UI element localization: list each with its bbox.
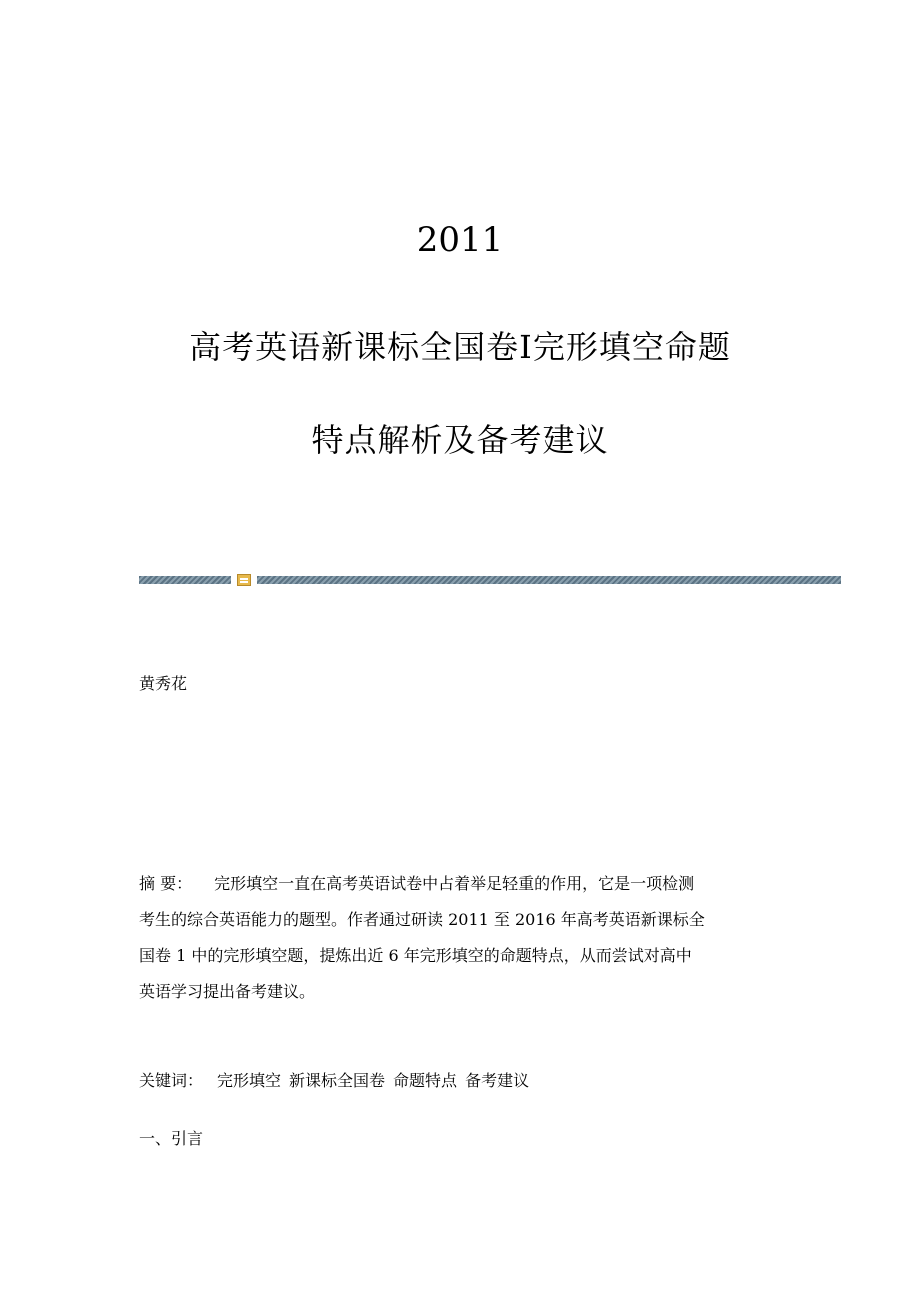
title-year: 2011 — [416, 220, 504, 260]
divider-bar-left — [139, 576, 231, 584]
keywords — [139, 1066, 537, 1096]
keyword-item: 完形填空 — [217, 1071, 282, 1090]
keywords-label: 关键词： — [139, 1071, 204, 1090]
title-line-2: 特点解析及备考建议 — [311, 421, 609, 459]
keyword-item: 新课标全国卷 — [289, 1071, 386, 1090]
abstract-line-1 — [139, 866, 779, 902]
title-line-1: 高考英语新课标全国卷Ⅰ完形填空命题 — [189, 328, 731, 366]
abstract — [139, 866, 779, 1010]
keyword-item: 备考建议 — [465, 1071, 530, 1090]
section-heading-introduction: 一、引言 — [139, 1129, 204, 1148]
abstract-text-1: 完形填空一直在高考英语试卷中占着举足轻重的作用，它是一项检测 — [214, 874, 695, 893]
abstract-line-3: 国卷 1 中的完形填空题，提炼出近 6 年完形填空的命题特点，从而尝试对高中 — [139, 946, 692, 965]
author-name: 黄秀花 — [139, 674, 188, 693]
decorative-divider — [139, 574, 841, 586]
abstract-label: 摘 要： — [139, 874, 193, 893]
abstract-line-2: 考生的综合英语能力的题型。作者通过研读 2011 至 2016 年高考英语新课标全 — [139, 910, 705, 929]
abstract-line-4: 英语学习提出备考建议。 — [139, 982, 316, 1001]
divider-ornament-icon — [237, 574, 251, 586]
divider-bar-right — [257, 576, 841, 584]
keyword-item: 命题特点 — [393, 1071, 458, 1090]
